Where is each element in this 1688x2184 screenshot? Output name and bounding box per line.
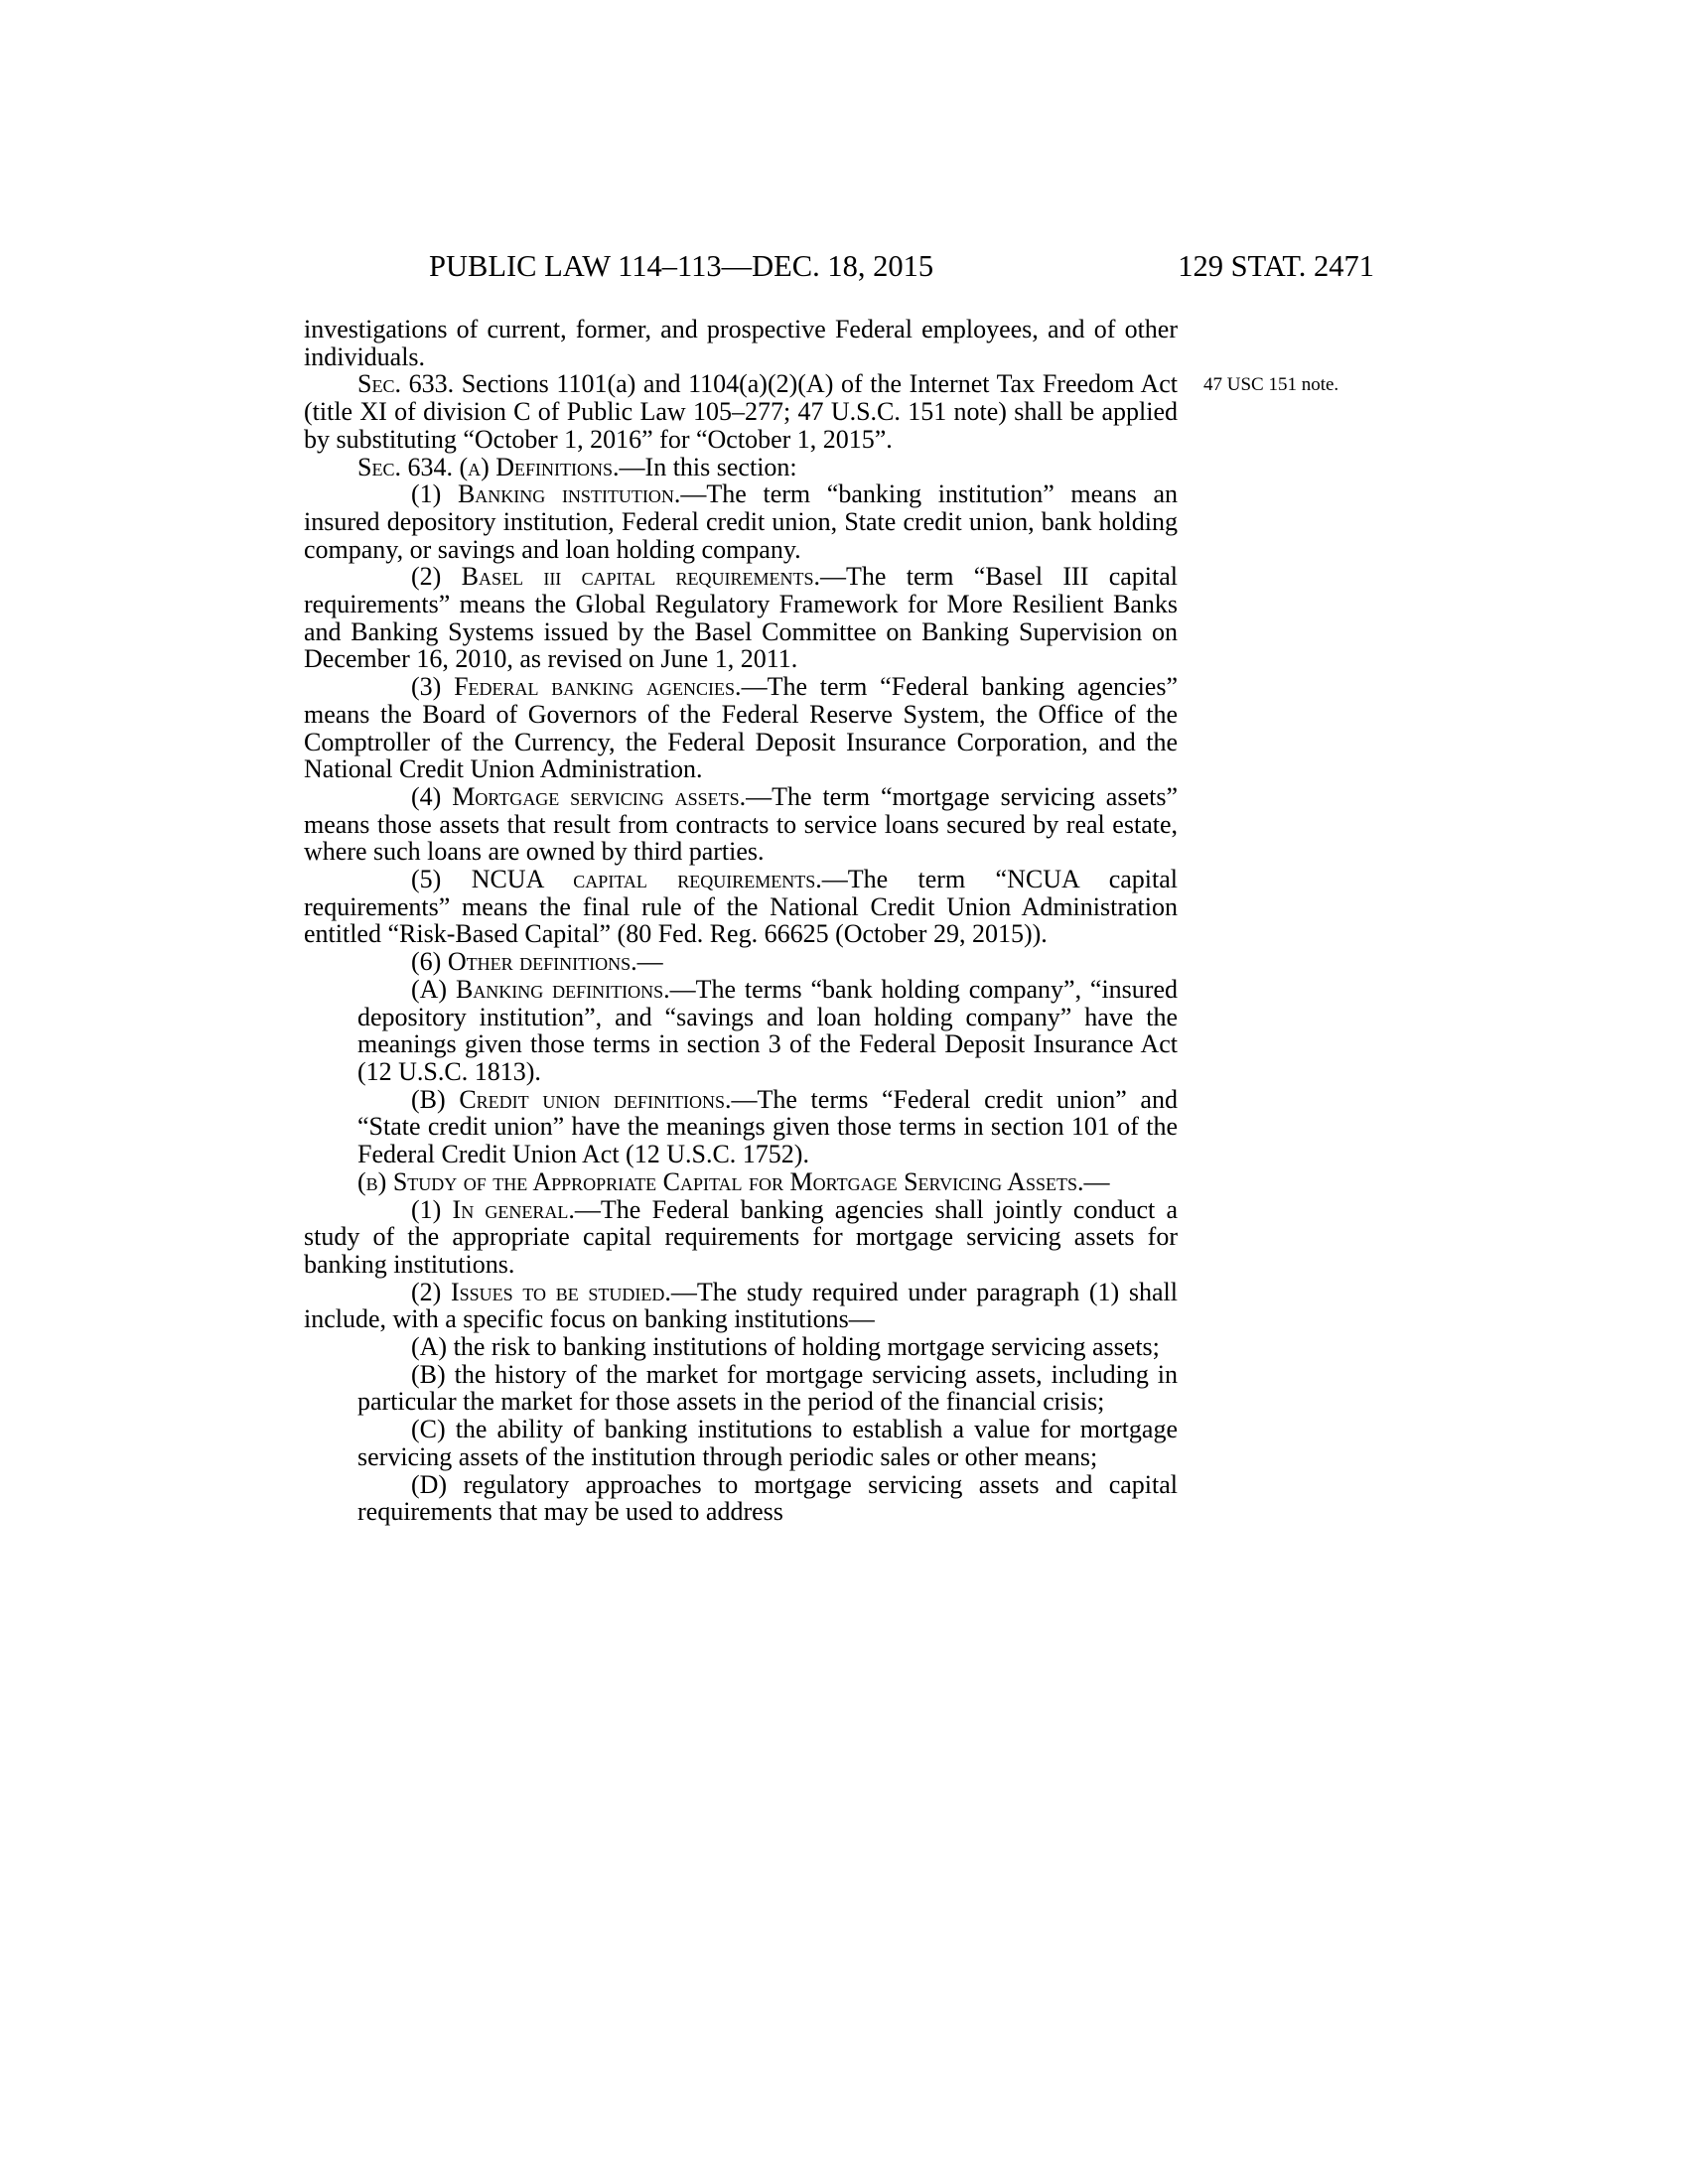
margin-citation-note: 47 USC 151 note. (1203, 374, 1339, 395)
paragraph-heading: Sec. 633. (357, 369, 455, 399)
paragraph (304, 1086, 1178, 1168)
paragraph-text: —The term “banking institution” means an insured depository institution, Federal credit union, State credit union, bank holding company, or savings and loan holding company. (304, 479, 1178, 564)
paragraph (304, 1471, 1178, 1526)
paragraph-text: —The terms “bank holding company”, “insured depository institution”, and “savings and loan holding company” have the meanings given those terms in section 3 of the Federal Deposit Insurance Act (12 U.S.C. 1813). (357, 974, 1179, 1086)
paragraph-text: investigations of current, former, and prospective Federal employees, and of other individuals. (304, 315, 1178, 371)
paragraph (304, 480, 1178, 563)
statute-page-number: 129 STAT. 2471 (1178, 249, 1374, 283)
paragraph (304, 948, 1178, 976)
paragraph-heading: (6) Other definitions. (411, 947, 637, 977)
paragraph-text: (A) the risk to banking institutions of holding mortgage servicing assets; (411, 1332, 1160, 1362)
paragraph-heading: (b) Study of the Appropriate Capital for Mortgage Servicing Assets. (357, 1166, 1084, 1196)
paragraph-heading: Sec. 634. (a) Definitions. (357, 452, 620, 481)
paragraph-heading: (4) Mortgage servicing assets. (411, 781, 747, 811)
paragraph-text: (B) the history of the market for mortgage servicing assets, including in particular the market for those assets in the period of the financial crisis; (357, 1359, 1178, 1417)
paragraph (304, 563, 1178, 673)
paragraph-text: —The study required under paragraph (1) shall include, with a specific focus on banking institutions— (304, 1277, 1178, 1334)
paragraph-heading: (2) Issues to be studied. (411, 1277, 671, 1306)
paragraph-text: Sections 1101(a) and 1104(a)(2)(A) of the Internet Tax Freedom Act (title XI of division C of Public Law 105–277; 47 U.S.C. 151 note) shall be applied by substituting “October 1, 2016” for “October 1, 2015”. (304, 369, 1178, 454)
paragraph (304, 1333, 1178, 1361)
statute-text (304, 316, 1178, 1526)
paragraph (304, 316, 1178, 370)
paragraph-heading: (1) In general. (411, 1194, 575, 1224)
running-header (429, 246, 1374, 286)
public-law-citation: PUBLIC LAW 114–113—DEC. 18, 2015 (429, 249, 934, 283)
paragraph-heading: (B) Credit union definitions. (411, 1084, 732, 1114)
paragraph (304, 783, 1178, 866)
paragraph (304, 1416, 1178, 1470)
paragraph (304, 976, 1178, 1086)
paragraph (304, 454, 1178, 481)
paragraph-text: (C) the ability of banking institutions to establish a value for mortgage servicing assets of the institution through periodic sales or other means; (357, 1415, 1178, 1471)
paragraph-text: — (636, 947, 663, 977)
paragraph-heading: (1) Banking institution. (411, 479, 681, 509)
paragraph-text: —The term “Federal banking agencies” means the Board of Governors of the Federal Reserve System, the Office of the Comptroller of the Currency, the Federal Deposit Insurance Corporation, and the National Credit Union Administration. (304, 672, 1178, 784)
paragraph (304, 1196, 1178, 1279)
paragraph (304, 673, 1178, 783)
paragraph-text: —The term “Basel III capital requirements” means the Global Regulatory Framework for More Resilient Banks and Banking Systems issued by the Basel Committee on Banking Supervision on December 16, 2010, as revised on June 1, 2011. (304, 562, 1178, 674)
paragraph (304, 1168, 1178, 1196)
paragraph-text: — (1083, 1166, 1110, 1196)
paragraph-text: —The terms “Federal credit union” and “State credit union” have the meanings given those terms in section 101 of the Federal Credit Union Act (12 U.S.C. 1752). (357, 1084, 1178, 1169)
paragraph-heading: (A) Banking definitions. (411, 974, 670, 1004)
paragraph-text: —The term “NCUA capital requirements” means the final rule of the National Credit Union Administration entitled “Risk-Based Capital” (80 Fed. Reg. 66625 (October 29, 2015)). (304, 865, 1178, 949)
paragraph (304, 370, 1178, 453)
paragraph-heading: (5) NCUA capital requirements. (411, 865, 822, 894)
paragraph (304, 1279, 1178, 1333)
paragraph (304, 866, 1178, 948)
paragraph-text: (D) regulatory approaches to mortgage servicing assets and capital requirements that may be used to address (357, 1469, 1178, 1527)
paragraph (304, 1361, 1178, 1416)
paragraph-text: —The Federal banking agencies shall jointly conduct a study of the appropriate capital requirements for mortgage servicing assets for banking institutions. (304, 1194, 1178, 1279)
paragraph-text: —The term “mortgage servicing assets” means those assets that result from contracts to service loans secured by real estate, where such loans are owned by third parties. (304, 781, 1179, 867)
paragraph-heading: (2) Basel iii capital requirements. (411, 562, 821, 592)
paragraph-heading: (3) Federal banking agencies. (411, 672, 742, 702)
paragraph-text: —In this section: (619, 452, 797, 481)
